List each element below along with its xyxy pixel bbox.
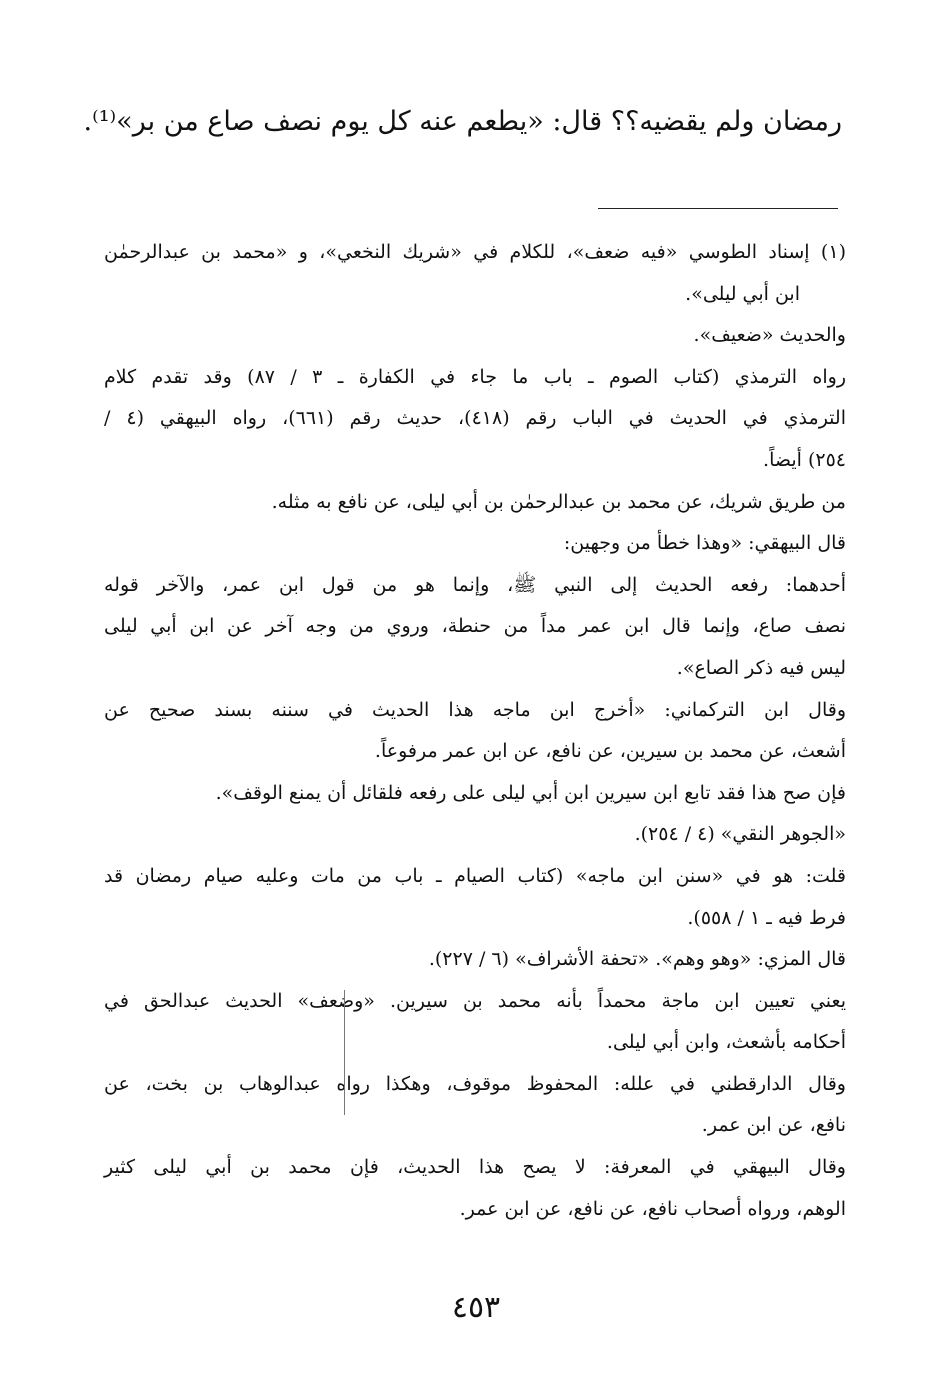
footnote-line: الترمذي في الحديث في الباب رقم (٤١٨)، حديث رقم (٦٦١)، رواه البيهقي (٤ /: [104, 407, 846, 430]
footnote-line: وقال البيهقي في المعرفة: لا يصح هذا الحديث، فإن محمد بن أبي ليلى كثير: [104, 1156, 846, 1179]
footnote-line: أحدهما: رفعه الحديث إلى النبي ﷺ، وإنما هو من قول ابن عمر، والآخر قوله: [104, 573, 846, 596]
footnote-line: فإن صح هذا فقد تابع ابن سيرين ابن أبي ليلى على رفعه فلقائل أن يمنع الوقف».: [215, 781, 846, 804]
page-number: ٤٥٣: [451, 1290, 501, 1325]
footnote-line: رواه الترمذي (كتاب الصوم ـ باب ما جاء في الكفارة ـ ٣ / ٨٧) وقد تقدم كلام: [104, 365, 847, 388]
footnote-line: قلت: هو في «سنن ابن ماجه» (كتاب الصيام ـ باب من مات وعليه صيام رمضان قد: [104, 864, 846, 887]
footnote-line: «الجوهر النقي» (٤ / ٢٥٤).: [634, 823, 846, 846]
footnote-line: (١) إسناد الطوسي «فيه ضعف»، للكلام في «شريك النخعي»، و «محمد بن عبدالرحمٰن: [104, 241, 846, 263]
footnote-line: وقال الدارقطني في علله: المحفوظ موقوف، وهكذا رواه عبدالوهاب بن بخت، عن: [104, 1072, 846, 1095]
footnote-line: نصف صاع، وإنما قال ابن عمر مداً من حنطة، وروي من وجه آخر عن ابن أبي ليلى: [104, 615, 846, 638]
footnote-line: قال المزي: «وهو وهم». «تحفة الأشراف» (٦ / ٢٢٧).: [428, 948, 846, 971]
footnote-line: أحكامه بأشعث، وابن أبي ليلى.: [606, 1031, 846, 1054]
footnote-line: من طريق شريك، عن محمد بن عبدالرحمٰن بن أبي ليلى، عن نافع به مثله.: [271, 490, 846, 513]
footnote-separator: [598, 208, 838, 209]
footnote-line: ٢٥٤) أيضاً.: [763, 448, 846, 471]
footnote-line: فرط فيه ـ ١ / ٥٥٨).: [687, 906, 846, 929]
scan-margin-line: [344, 990, 345, 1115]
footnote-line: يعني تعيين ابن ماجة محمداً بأنه محمد بن سيرين. «وضعف» الحديث عبدالحق في: [104, 989, 846, 1012]
main-text-line: رمضان ولم يقضيه؟؟ قال: «يطعم عنه كل يوم نصف صاع من بر»⁽¹⁾.: [83, 106, 842, 137]
footnote-line: ابن أبي ليلى».: [685, 282, 800, 305]
footnotes-block: [104, 232, 846, 1230]
footnote-line: وقال ابن التركماني: «أخرج ابن ماجه هذا الحديث في سننه بسند صحيح عن: [104, 698, 846, 721]
footnote-line: ليس فيه ذكر الصاع».: [676, 656, 846, 679]
footnote-line: الوهم، ورواه أصحاب نافع، عن نافع، عن ابن عمر.: [459, 1197, 846, 1220]
footnote-line: والحديث «ضعيف».: [693, 324, 846, 347]
footnote-line: نافع، عن ابن عمر.: [701, 1114, 846, 1137]
footnote-line: قال البيهقي: «وهذا خطأ من وجهين:: [563, 532, 846, 555]
footnote-line: أشعث، عن محمد بن سيرين، عن نافع، عن ابن عمر مرفوعاً.: [374, 740, 846, 763]
